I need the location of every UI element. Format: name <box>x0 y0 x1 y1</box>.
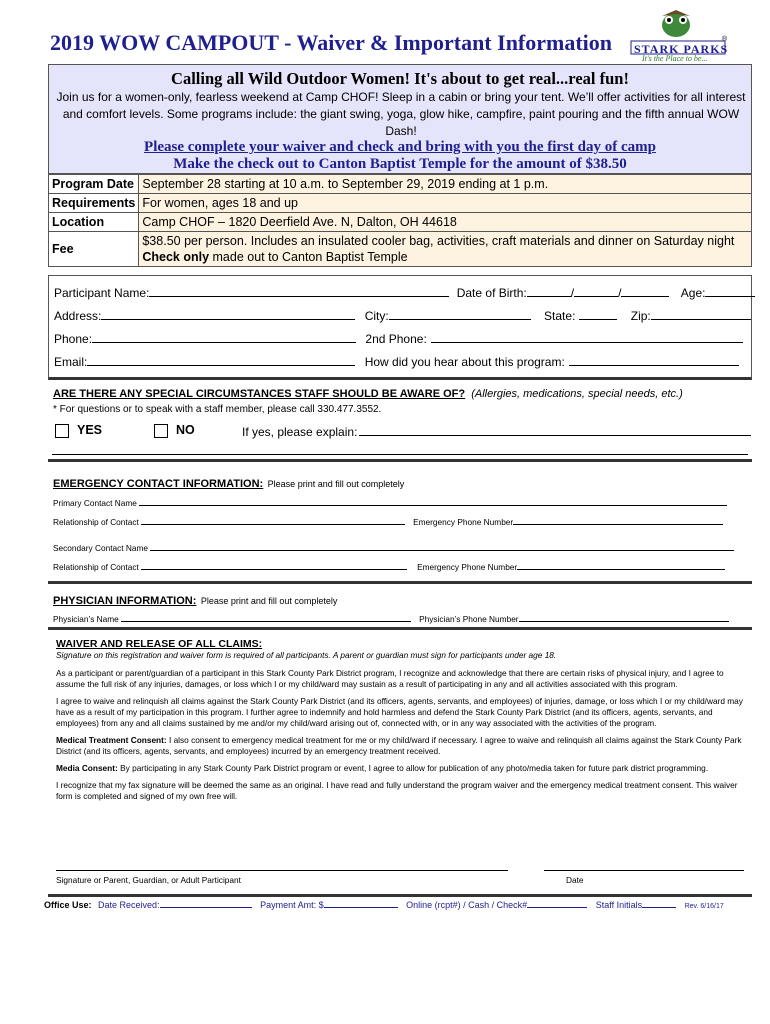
physician-name-field[interactable] <box>121 613 411 622</box>
table-row <box>49 213 752 232</box>
dob-slash: / <box>618 286 622 300</box>
hear-field[interactable] <box>569 355 739 366</box>
explain-field[interactable] <box>359 425 751 436</box>
physician-phone-field[interactable] <box>519 613 729 622</box>
waiver-para-2: I agree to waive and relinquish all claims against the Stark County Park District (and its officers, agents, servants, and employees) of injuries, damage, or loss which I or my child/ward may have as a result of my participation in this program. I further agree to indemnify and hold harmless and defend the Stark County Park District (and its officers, agents, servants, and employees) from any and all claims sustained by me and/or my child/ward arising out of, connected with, or in any way associated with the activities of the program. <box>56 696 743 728</box>
waiver-para-5: I recognize that my fax signature will be deemed the same as an original. I have read and fully understand the program waiver and the emergency medical treatment consent. This waiver form is completed and signed of my own free will. <box>56 780 738 801</box>
office-use-row <box>44 899 752 910</box>
registered-mark: ® <box>722 36 728 43</box>
medical-consent-label: Medical Treatment Consent: <box>56 735 167 745</box>
secondary-relationship-field[interactable] <box>141 561 407 570</box>
special-heading: ARE THERE ANY SPECIAL CIRCUMSTANCES STAFF SHOULD BE AWARE OF? <box>53 388 466 400</box>
email-label: Email: <box>54 355 88 369</box>
program-info-table <box>48 174 752 267</box>
dob-label: Date of Birth: <box>456 286 527 300</box>
location-value: Camp CHOF – 1820 Deerfield Ave. N, Dalton, OH 44618 <box>139 213 752 232</box>
primary-phone-field[interactable] <box>513 516 723 525</box>
yes-label: YES <box>77 423 103 437</box>
secondary-contact-field[interactable] <box>150 542 734 551</box>
physician-phone-label: Physician’s Phone Number <box>419 614 519 624</box>
requirements-label: Requirements <box>49 194 139 213</box>
address-label: Address: <box>54 309 102 323</box>
date-field[interactable] <box>544 870 744 871</box>
media-consent-label: Media Consent: <box>56 763 118 773</box>
phone2-label: 2nd Phone: <box>365 332 427 346</box>
relationship-label: Relationship of Contact <box>53 517 139 527</box>
payment-amt-field[interactable] <box>324 899 398 908</box>
physician-section <box>48 584 752 630</box>
fee-line1: $38.50 per person. Includes an insulated cooler bag, activities, craft materials and dinner on Saturday night <box>142 234 735 248</box>
phone-field[interactable] <box>92 332 356 343</box>
intro-body: Join us for a women-only, fearless weekend at Camp CHOF! Sleep in a cabin or bring your tent. We’ll offer activities for all interest and comfort levels. Some programs include: the giant swing, yoga, glow hike, campfire, paint pouring and the fifth annual WOW Dash! <box>56 90 746 138</box>
special-circumstances-section <box>48 380 752 462</box>
phone-label: Phone: <box>54 332 93 346</box>
emergency-phone-label: Emergency Phone Number <box>417 562 518 572</box>
intro-check-note: Make the check out to Canton Baptist Temple for the amount of $38.50 <box>173 156 627 172</box>
waiver-media-consent <box>56 763 746 774</box>
explain-field-line2[interactable] <box>52 454 748 455</box>
table-row <box>49 194 752 213</box>
signature-field[interactable] <box>56 870 508 871</box>
waiver-subheading: Signature on this registration and waiver form is required of all participants. A parent or guardian must sign for participants under age 18. <box>56 650 557 660</box>
table-row <box>49 232 752 267</box>
office-use-label: Office Use: <box>44 900 92 910</box>
no-label: NO <box>176 423 195 437</box>
staff-initials-label: Staff Initials <box>595 900 643 910</box>
zip-label: Zip: <box>630 309 651 323</box>
state-label: State: <box>544 309 576 323</box>
medical-consent-text: I also consent to emergency medical treatment for me or my child/ward if necessary. I agree to waive and relinquish all claims against the Stark County Park District (and its officers, agents, servants, and employees) incurred by an emergency treatment received. <box>56 735 742 756</box>
revision-label: Rev. 6/16/17 <box>684 903 724 910</box>
fee-label: Fee <box>49 232 139 267</box>
waiver-medical-consent <box>56 735 746 757</box>
phone2-field[interactable] <box>431 332 743 343</box>
participant-name-label: Participant Name: <box>54 286 150 300</box>
fee-line2: made out to Canton Baptist Temple <box>209 250 408 264</box>
address-field[interactable] <box>101 309 355 320</box>
emergency-heading-note: Please print and fill out completely <box>267 479 405 489</box>
special-note: * For questions or to speak with a staff member, please call 330.477.3552. <box>53 404 382 415</box>
location-label: Location <box>49 213 139 232</box>
table-row <box>49 175 752 194</box>
waiver-heading: WAIVER AND RELEASE OF ALL CLAIMS: <box>56 638 263 650</box>
primary-relationship-field[interactable] <box>141 516 405 525</box>
state-field[interactable] <box>579 309 617 320</box>
age-field[interactable] <box>705 286 755 297</box>
date-received-label: Date Received: <box>98 900 160 910</box>
payment-method-field[interactable] <box>527 899 587 908</box>
waiver-section <box>48 630 752 897</box>
dob-year-field[interactable] <box>621 286 669 297</box>
physician-heading: PHYSICIAN INFORMATION: <box>53 595 197 607</box>
requirements-value: For women, ages 18 and up <box>139 194 752 213</box>
signature-label: Signature or Parent, Guardian, or Adult Participant <box>56 875 241 885</box>
intro-box <box>48 64 752 174</box>
hear-label: How did you hear about this program: <box>364 355 565 369</box>
media-consent-text: By participating in any Stark County Park District program or event, I agree to allow for publication of any photo/media taken for future park district programming. <box>117 763 709 773</box>
physician-name-label: Physician’s Name <box>53 614 119 624</box>
dob-slash: / <box>570 286 575 300</box>
stark-parks-logo <box>626 8 730 64</box>
emergency-contact-section <box>48 462 752 584</box>
payment-method-label: Online (rcpt#) / Cash / Check# <box>406 900 528 910</box>
primary-contact-label: Primary Contact Name <box>53 498 137 508</box>
zip-field[interactable] <box>651 309 751 320</box>
participant-form <box>48 275 752 380</box>
dob-month-field[interactable] <box>527 286 571 297</box>
page-title: 2019 WOW CAMPOUT - Waiver & Important Information <box>50 30 613 55</box>
explain-label: If yes, please explain: <box>242 425 358 439</box>
waiver-para-1: As a participant or parent/guardian of a participant in this Stark County Park District program, I recognize and acknowledge that there are certain risks of physical injury, and I agree to assume the full risk of any injuries, damages, or loss which I or my child/ward may sustain as a result of participating in any and all activities associated with this program. <box>56 668 724 689</box>
secondary-phone-field[interactable] <box>517 561 725 570</box>
secondary-contact-label: Secondary Contact Name <box>53 543 149 553</box>
special-heading-note: (Allergies, medications, special needs, etc.) <box>471 388 683 400</box>
dob-day-field[interactable] <box>574 286 618 297</box>
yes-checkbox[interactable] <box>55 424 69 438</box>
participant-name-field[interactable] <box>149 286 449 297</box>
relationship-label: Relationship of Contact <box>53 562 139 572</box>
payment-amt-label: Payment Amt: $ <box>260 900 324 910</box>
emergency-heading: EMERGENCY CONTACT INFORMATION: <box>53 478 264 490</box>
intro-instruction: Please complete your waiver and check and bring with you the first day of camp <box>144 139 656 155</box>
primary-contact-field[interactable] <box>139 497 727 506</box>
no-checkbox[interactable] <box>154 424 168 438</box>
emergency-phone-label: Emergency Phone Number <box>413 517 514 527</box>
fee-value <box>139 232 752 267</box>
logo-text: STARK PARKS <box>634 42 729 56</box>
logo-tagline: It's the Place to be... <box>642 54 708 63</box>
intro-headline: Calling all Wild Outdoor Women! It's about to get real...real fun! <box>171 69 629 88</box>
date-label: Date <box>566 875 584 885</box>
email-field[interactable] <box>87 355 355 366</box>
program-date-value: September 28 starting at 10 a.m. to September 29, 2019 ending at 1 p.m. <box>139 175 752 194</box>
date-received-field[interactable] <box>160 899 252 908</box>
age-label: Age: <box>680 286 706 300</box>
program-date-label: Program Date <box>49 175 139 194</box>
physician-heading-note: Please print and fill out completely <box>200 596 338 606</box>
city-label: City: <box>364 309 389 323</box>
city-field[interactable] <box>389 309 531 320</box>
staff-initials-field[interactable] <box>642 899 676 908</box>
fee-check-only: Check only <box>142 250 210 264</box>
